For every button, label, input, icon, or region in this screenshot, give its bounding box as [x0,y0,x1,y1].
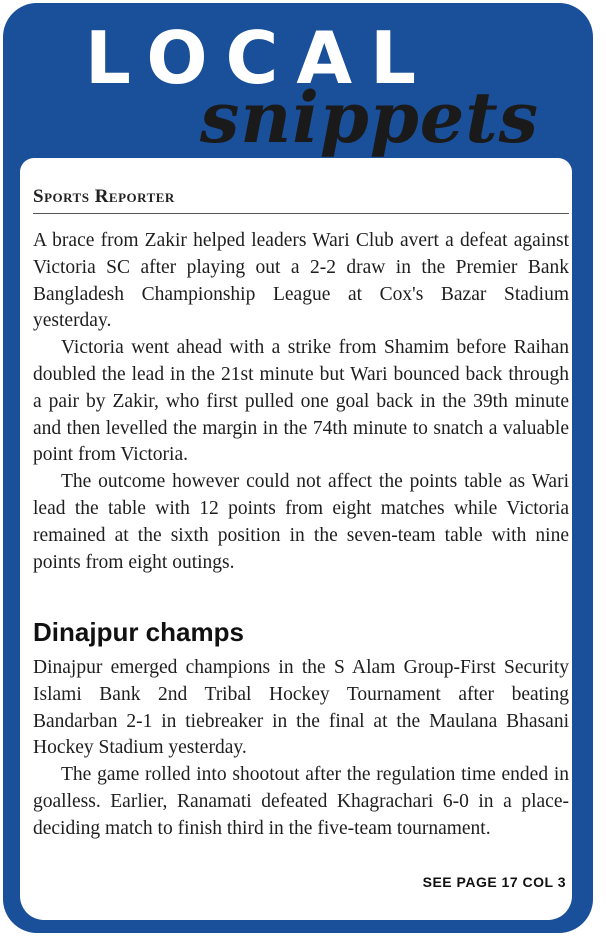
section-title-local: LOCAL [85,16,434,100]
byline-divider [33,213,569,214]
story1-paragraph-3: The outcome however could not affect the points table as Wari lead the table with 12 points from eight matches while Victoria remained at the sixth position in the seven-team table with nine points from eight outings. [33,471,569,573]
story2-paragraph-1: Dinajpur emerged champions in the S Alam Group-First Security Islami Bank 2nd Tribal Hockey Tournament after beating Bandarban 2-1 in tiebreaker in the final at the Maulana Bhasani Hockey Stadium yesterday. [33,657,569,759]
story2-paragraph-2: The game rolled into shootout after the regulation time ended in goalless. Earlier, Ranamati defeated Khagrachari 6-0 in a place-deciding match to finish third in the five-team tournament. [33,764,569,839]
story1-paragraph-1: A brace from Zakir helped leaders Wari Club avert a defeat against Victoria SC after playing out a 2-2 draw in the Premier Bank Bangladesh Championship League at Cox's Bazar Stadium yesterday. [33,230,569,332]
section-title-snippets: snippets [200,76,540,159]
story2-headline: Dinajpur champs [33,617,244,647]
story-wari-victoria [33,228,569,576]
story1-paragraph-2: Victoria went ahead with a strike from Shamim before Raihan doubled the lead in the 21st minute but Wari bounced back through a pair by Zakir, who first pulled one goal back in the 39th minute and then levelled the margin in the 74th minute to snatch a valuable point from Victoria. [33,337,569,466]
story-dinajpur-champs [33,655,569,843]
byline: Sports Reporter [33,186,175,207]
continuation-note: SEE PAGE 17 COL 3 [422,874,566,890]
